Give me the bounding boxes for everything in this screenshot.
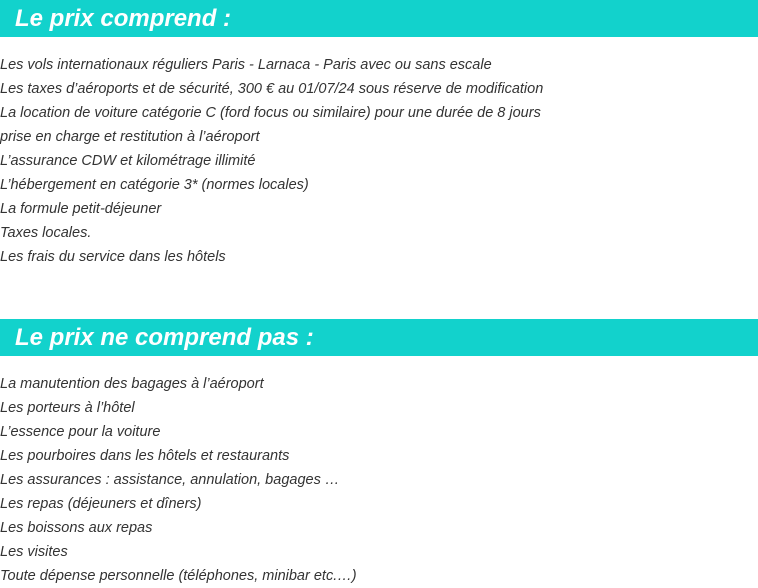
excluded-items-list	[0, 372, 357, 588]
list-item: Les pourboires dans les hôtels et restaurants	[0, 448, 290, 464]
list-item: L’hébergement en catégorie 3* (normes locales)	[0, 177, 309, 193]
list-item: Les porteurs à l’hôtel	[0, 400, 135, 416]
included-items-list	[0, 53, 543, 269]
list-item: prise en charge et restitution à l’aéroport	[0, 129, 260, 145]
excluded-section-heading: Le prix ne comprend pas :	[0, 319, 758, 356]
list-item: Les visites	[0, 544, 68, 560]
list-item: Les frais du service dans les hôtels	[0, 249, 226, 265]
list-item: Les assurances : assistance, annulation, bagages …	[0, 472, 340, 488]
list-item: La formule petit-déjeuner	[0, 201, 162, 217]
list-item: Les vols internationaux réguliers Paris - Larnaca - Paris avec ou sans escale	[0, 57, 492, 73]
list-item: Toute dépense personnelle (téléphones, minibar etc.…)	[0, 568, 357, 584]
list-item: Les taxes d’aéroports et de sécurité, 300 € au 01/07/24 sous réserve de modification	[0, 81, 544, 97]
list-item: Les repas (déjeuners et dîners)	[0, 496, 202, 512]
list-item: Les boissons aux repas	[0, 520, 153, 536]
list-item: La manutention des bagages à l’aéroport	[0, 376, 264, 392]
list-item: L’assurance CDW et kilométrage illimité	[0, 153, 256, 169]
list-item: Taxes locales.	[0, 225, 92, 241]
list-item: L’essence pour la voiture	[0, 424, 161, 440]
list-item: La location de voiture catégorie C (ford focus ou similaire) pour une durée de 8 jours	[0, 105, 541, 121]
included-section-heading: Le prix comprend :	[0, 0, 758, 37]
